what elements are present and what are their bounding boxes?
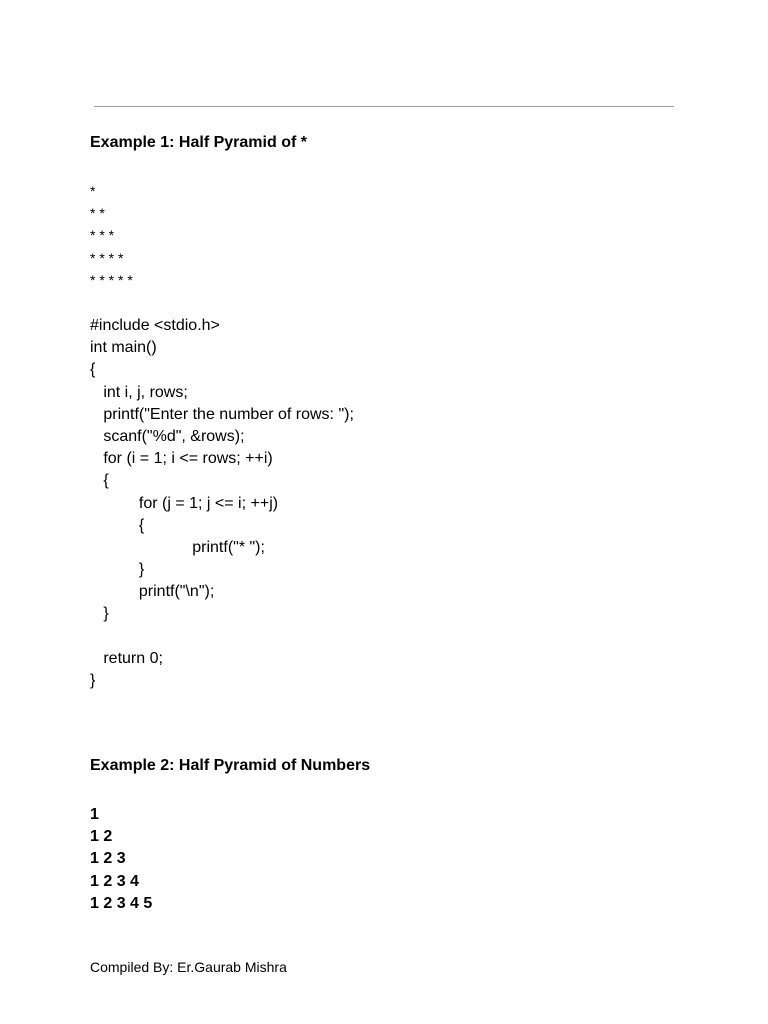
- code-line: for (i = 1; i <= rows; ++i): [90, 450, 273, 468]
- horizontal-rule: [94, 106, 674, 107]
- pattern-line: 1 2 3 4: [90, 872, 139, 890]
- code-line: return 0;: [90, 649, 163, 667]
- code-line: int i, j, rows;: [90, 383, 188, 401]
- code-line: scanf("%d", &rows);: [90, 427, 245, 445]
- code-line: printf("* ");: [90, 538, 265, 556]
- pattern-line: * *: [90, 205, 105, 222]
- code-line: {: [90, 361, 96, 379]
- code-line: }: [90, 561, 145, 579]
- footer-credit: Compiled By: Er.Gaurab Mishra: [90, 959, 287, 975]
- example-1-code-block: [90, 315, 354, 692]
- pattern-line: 1: [90, 806, 99, 823]
- code-line: {: [90, 472, 109, 490]
- code-line: {: [90, 516, 145, 534]
- pattern-line: 1 2 3: [90, 850, 126, 868]
- code-line: printf("\n");: [90, 583, 215, 601]
- pattern-line: 1 2: [90, 828, 113, 846]
- pattern-line: * * * *: [90, 249, 124, 266]
- example-2-number-pattern: [90, 804, 152, 915]
- code-line: for (j = 1; j <= i; ++j): [90, 494, 279, 512]
- code-line: }: [90, 605, 109, 623]
- code-line: #include <stdio.h>: [90, 317, 220, 334]
- example-1-star-pattern: [90, 180, 133, 291]
- pattern-line: *: [90, 183, 96, 199]
- code-line: [90, 626, 354, 648]
- pattern-line: * * * * *: [90, 271, 133, 288]
- example-2-title: Example 2: Half Pyramid of Numbers: [90, 757, 371, 774]
- code-line: }: [90, 672, 96, 689]
- code-line: int main(): [90, 339, 157, 357]
- example-1-title: Example 1: Half Pyramid of *: [90, 134, 307, 151]
- pattern-line: 1 2 3 4 5: [90, 894, 153, 912]
- code-line: printf("Enter the number of rows: ");: [90, 405, 354, 423]
- pattern-line: * * *: [90, 227, 115, 244]
